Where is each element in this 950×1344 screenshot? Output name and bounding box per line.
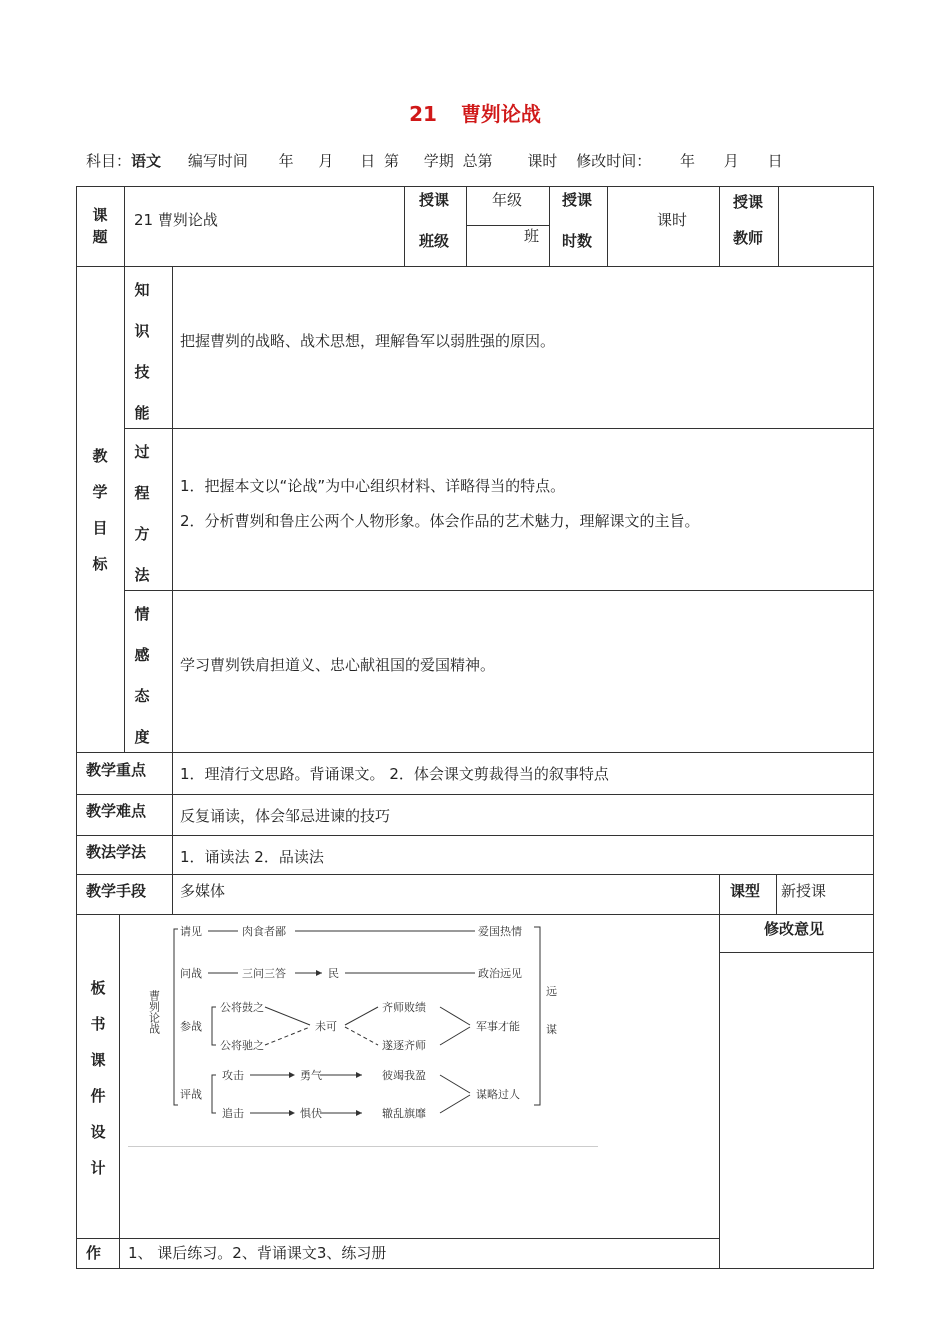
svg-text:勇气: 勇气 bbox=[300, 1069, 322, 1082]
svg-text:公将鼓之: 公将鼓之 bbox=[220, 1001, 264, 1014]
divider bbox=[128, 1146, 598, 1147]
process-line-2: 2．分析曹刿和鲁庄公两个人物形象。体会作品的艺术魅力，理解课文的主旨。 bbox=[180, 512, 700, 530]
svg-text:惧伏: 惧伏 bbox=[300, 1107, 322, 1120]
emotion-text: 学习曹刿铁肩担道义、忠心献祖国的爱国精神。 bbox=[180, 656, 496, 674]
objectives-label: 教 学 目 标 bbox=[92, 447, 108, 573]
svg-text:谋: 谋 bbox=[546, 1023, 557, 1036]
svg-text:追击: 追击 bbox=[222, 1107, 244, 1120]
board-row-1: 请见 bbox=[180, 925, 202, 938]
difficulties-label: 教学难点 bbox=[86, 802, 147, 820]
svg-text:爱国热情: 爱国热情 bbox=[478, 925, 522, 938]
subject: 语文 bbox=[131, 152, 162, 170]
key-points-label: 教学重点 bbox=[86, 761, 147, 779]
svg-text:未可: 未可 bbox=[315, 1020, 337, 1033]
svg-text:民: 民 bbox=[328, 967, 339, 980]
class-unit: 班 bbox=[524, 227, 540, 245]
emotion-label: 情 感 态 度 bbox=[134, 605, 150, 746]
board-row-2: 问战 bbox=[180, 967, 202, 980]
svg-text:公将驰之: 公将驰之 bbox=[220, 1039, 264, 1052]
knowledge-label: 知 识 技 能 bbox=[134, 281, 150, 422]
svg-text:肉食者鄙: 肉食者鄙 bbox=[242, 925, 286, 938]
svg-text:三问三答: 三问三答 bbox=[242, 967, 286, 980]
meta-line: 科目：语文 编写时间 年 月 日 第 学期 总第 课时 修改时间： 年 月 日 bbox=[86, 152, 783, 170]
homework-label: 作 bbox=[86, 1244, 102, 1262]
svg-text:政治远见: 政治远见 bbox=[478, 967, 522, 980]
svg-text:远: 远 bbox=[546, 985, 557, 998]
svg-text:攻击: 攻击 bbox=[222, 1069, 244, 1082]
homework-text: 1、 课后练习。2、背诵课文3、练习册 bbox=[128, 1244, 387, 1262]
svg-text:辙乱旗靡: 辙乱旗靡 bbox=[382, 1107, 426, 1120]
process-line-1: 1．把握本文以“论战”为中心组织材料、详略得当的特点。 bbox=[180, 477, 566, 495]
hours-unit: 课时 bbox=[657, 211, 688, 229]
svg-text:彼竭我盈: 彼竭我盈 bbox=[382, 1069, 426, 1082]
knowledge-text: 把握曹刿的战略、战术思想，理解鲁军以弱胜强的原因。 bbox=[180, 332, 556, 350]
lesson-type-value: 新授课 bbox=[781, 882, 827, 900]
methods-text: 1．诵读法 2．品读法 bbox=[180, 848, 324, 866]
board-row-4: 评战 bbox=[180, 1088, 202, 1101]
revise-label: 修改意见 bbox=[764, 920, 825, 938]
methods-label: 教法学法 bbox=[86, 843, 147, 861]
svg-text:军事才能: 军事才能 bbox=[476, 1020, 520, 1033]
topic-value: 21 曹刿论战 bbox=[134, 211, 218, 229]
lesson-title: 曹刿论战 bbox=[460, 102, 541, 126]
svg-text:齐师败绩: 齐师败绩 bbox=[382, 1001, 426, 1014]
process-label: 过 程 方 法 bbox=[134, 443, 150, 584]
key-points-text: 1．理清行文思路。背诵课文。 2．体会课文剪裁得当的叙事特点 bbox=[180, 765, 609, 783]
board-root-1: 曹刿论战 bbox=[147, 990, 161, 1034]
lesson-type-label: 课型 bbox=[730, 882, 761, 900]
grade-label: 年级 bbox=[492, 191, 523, 209]
svg-text:谋略过人: 谋略过人 bbox=[476, 1088, 520, 1101]
means-label: 教学手段 bbox=[86, 882, 147, 900]
topic-label: 课 题 bbox=[92, 206, 108, 246]
difficulties-text: 反复诵读，体会邹忌进谏的技巧 bbox=[180, 807, 391, 825]
means-text: 多媒体 bbox=[180, 882, 226, 900]
board-label: 板 书 课 件 设 计 bbox=[90, 979, 106, 1177]
lesson-number: 21 bbox=[409, 102, 437, 126]
board-row-3: 参战 bbox=[180, 1020, 202, 1033]
board-diagram bbox=[147, 915, 560, 1135]
svg-text:遂逐齐师: 遂逐齐师 bbox=[382, 1039, 426, 1052]
page-title bbox=[0, 98, 950, 127]
